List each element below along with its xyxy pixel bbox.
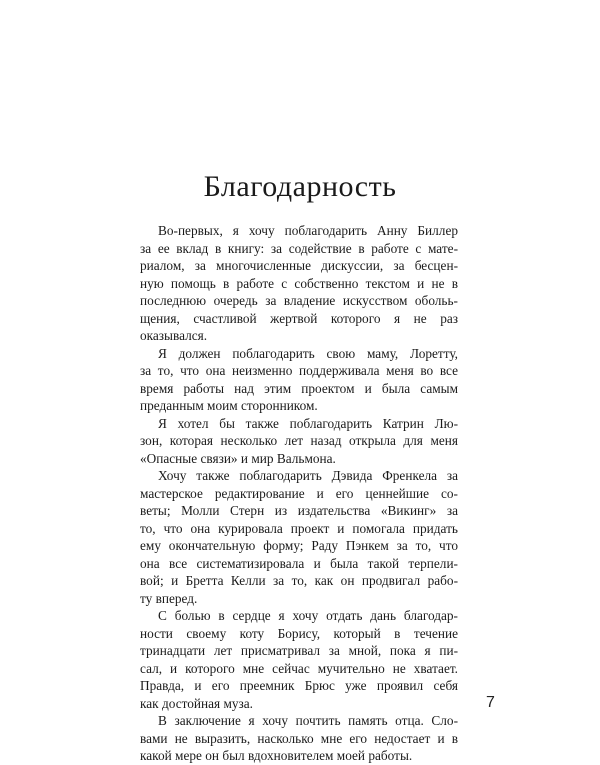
text-line: зон, которая несколько лет назад открыла для меня [140, 433, 458, 448]
text-line: мастерское редактирование и его ценнейшие со- [140, 485, 458, 501]
text-line: веты; Молли Стерн из издательства «Викинг» за [140, 503, 458, 518]
acknowledgements-text [140, 222, 458, 765]
text-line: оказывался. [140, 328, 208, 343]
text-line: время работы над этим проектом и была самым [140, 380, 458, 396]
text-line: за ее вклад в книгу: за содействие в работе с мате- [140, 240, 458, 256]
text-line: риалом, за многочисленные дискуссии, за бесцен- [140, 258, 458, 273]
text-line: она все систематизировала и была такой терпели- [140, 555, 458, 571]
text-line: вами не выразить, насколько мне его недостает и в [140, 730, 458, 746]
text-line: В заключение я хочу почтить память отца. Сло- [158, 713, 458, 728]
text-line: вой; и Бретта Келли за то, как он продвигал рабо- [140, 573, 458, 588]
text-line: С болью в сердце я хочу отдать дань благодар- [158, 608, 458, 623]
page-number: 7 [486, 694, 495, 711]
text-line: за то, что она неизменно поддерживала меня во все [140, 363, 458, 378]
text-line: преданным моим сторонником. [140, 398, 318, 413]
text-line: сал, и которого мне сейчас мучительно не хватает. [140, 660, 458, 676]
text-line: Я должен поблагодарить свою маму, Лоретту, [158, 345, 458, 361]
text-line: «Опасные связи» и мир Вальмона. [140, 450, 336, 466]
text-line: тринадцати лет присматривал за мной, пока я пи- [140, 643, 458, 658]
text-line: Правда, и его преемник Брюс уже проявил себя [140, 678, 458, 693]
text-line: последнюю очередь за владение искусством обольь- [140, 293, 458, 308]
text-line: Во-первых, я хочу поблагодарить Анну Биллер [158, 223, 458, 238]
text-line: ему окончательную форму; Раду Пэнкем за то, что [140, 538, 458, 553]
text-line: ности своему коту Борису, который в течение [140, 625, 458, 641]
chapter-title: Благодарность [203, 170, 397, 203]
text-line: щения, счастливой жертвой которого я не раз [140, 310, 458, 326]
text-line: какой мере он был вдохновителем моей работы. [140, 748, 413, 763]
text-line: Хочу также поблагодарить Дэвида Френкела за [158, 468, 458, 483]
text-line: ту вперед. [140, 590, 198, 606]
text-line: ную помощь в работе с собственно текстом и не в [140, 275, 458, 291]
text-line: то, что она курировала проект и помогала придать [140, 520, 458, 536]
text-line: Я хотел бы также поблагодарить Катрин Лю- [158, 415, 458, 431]
text-line: как достойная муза. [140, 695, 253, 711]
